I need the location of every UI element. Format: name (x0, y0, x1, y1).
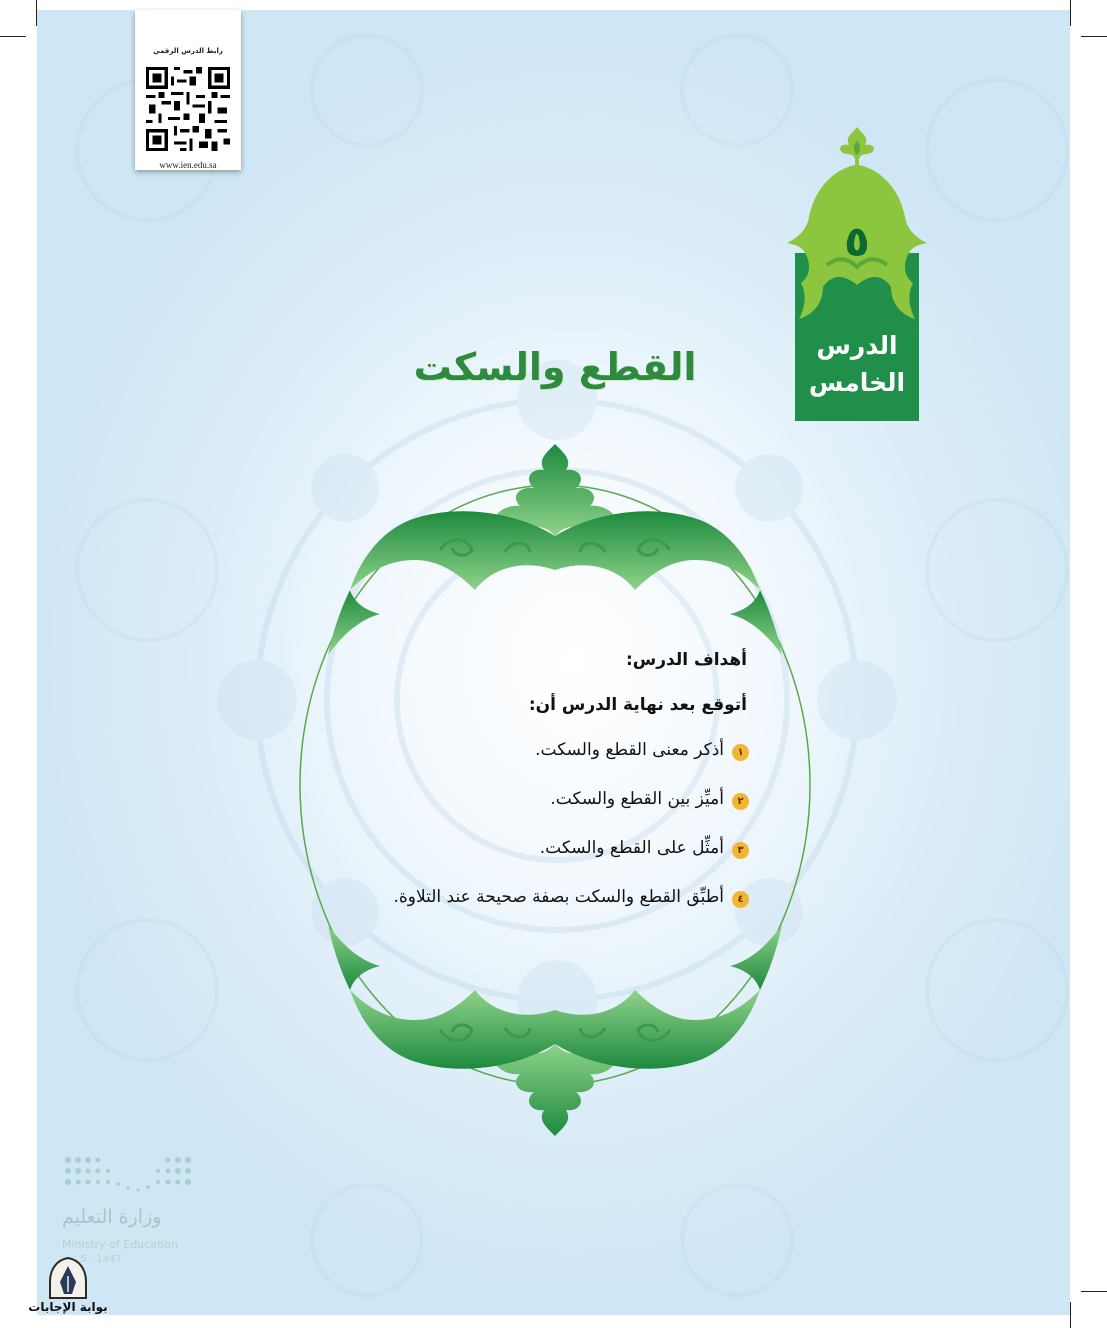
lesson-number: ٥ (844, 217, 870, 266)
qr-code-card[interactable] (135, 10, 241, 170)
objective-text: أطبِّق القطع والسكت بصفة صحيحة عند التلاوة. (393, 887, 724, 907)
objective-number-badge: ٣ (732, 842, 749, 859)
qr-code-icon[interactable] (143, 62, 233, 156)
answers-portal-logo[interactable] (28, 1256, 108, 1322)
answers-portal-label[interactable]: بوابة الإجابات (28, 1300, 108, 1314)
badge-line-2: الخامس (808, 368, 906, 397)
ministry-arabic-name: وزارة التعليم (62, 1206, 162, 1228)
objective-item (393, 789, 749, 838)
objective-text: أميِّز بين القطع والسكت. (550, 789, 724, 809)
ministry-year: 5 - 1447 (80, 1254, 122, 1265)
badge-line-1: الدرس (816, 331, 898, 360)
objective-text: أمثِّل على القطع والسكت. (539, 838, 724, 858)
objective-number-badge: ٢ (732, 793, 749, 810)
crop-mark (1070, 0, 1071, 26)
objective-item (393, 838, 749, 887)
objectives-list (393, 740, 749, 936)
ministry-english-name: Ministry of Education (62, 1238, 179, 1251)
objective-number-badge: ٤ (732, 891, 749, 908)
objectives-intro: أتوقع بعد نهاية الدرس أن: (528, 695, 747, 715)
objective-text: أذكر معنى القطع والسكت. (535, 740, 724, 760)
objective-item (393, 740, 749, 789)
crop-mark (0, 36, 26, 37)
crop-mark (1081, 36, 1107, 37)
crop-mark (1070, 1302, 1071, 1328)
crop-mark (1081, 1291, 1107, 1292)
lesson-badge (787, 125, 927, 421)
lesson-title: القطع والسكت (413, 345, 697, 389)
objectives-heading: أهداف الدرس: (625, 650, 747, 670)
pen-nib-icon (28, 1256, 108, 1300)
objective-number-badge: ١ (732, 744, 749, 761)
qr-caption: رابط الدرس الرقمي (153, 47, 223, 55)
objective-item (393, 887, 749, 936)
ministry-dots-icon (62, 1154, 198, 1198)
qr-url[interactable]: www.ien.edu.sa (159, 160, 217, 170)
